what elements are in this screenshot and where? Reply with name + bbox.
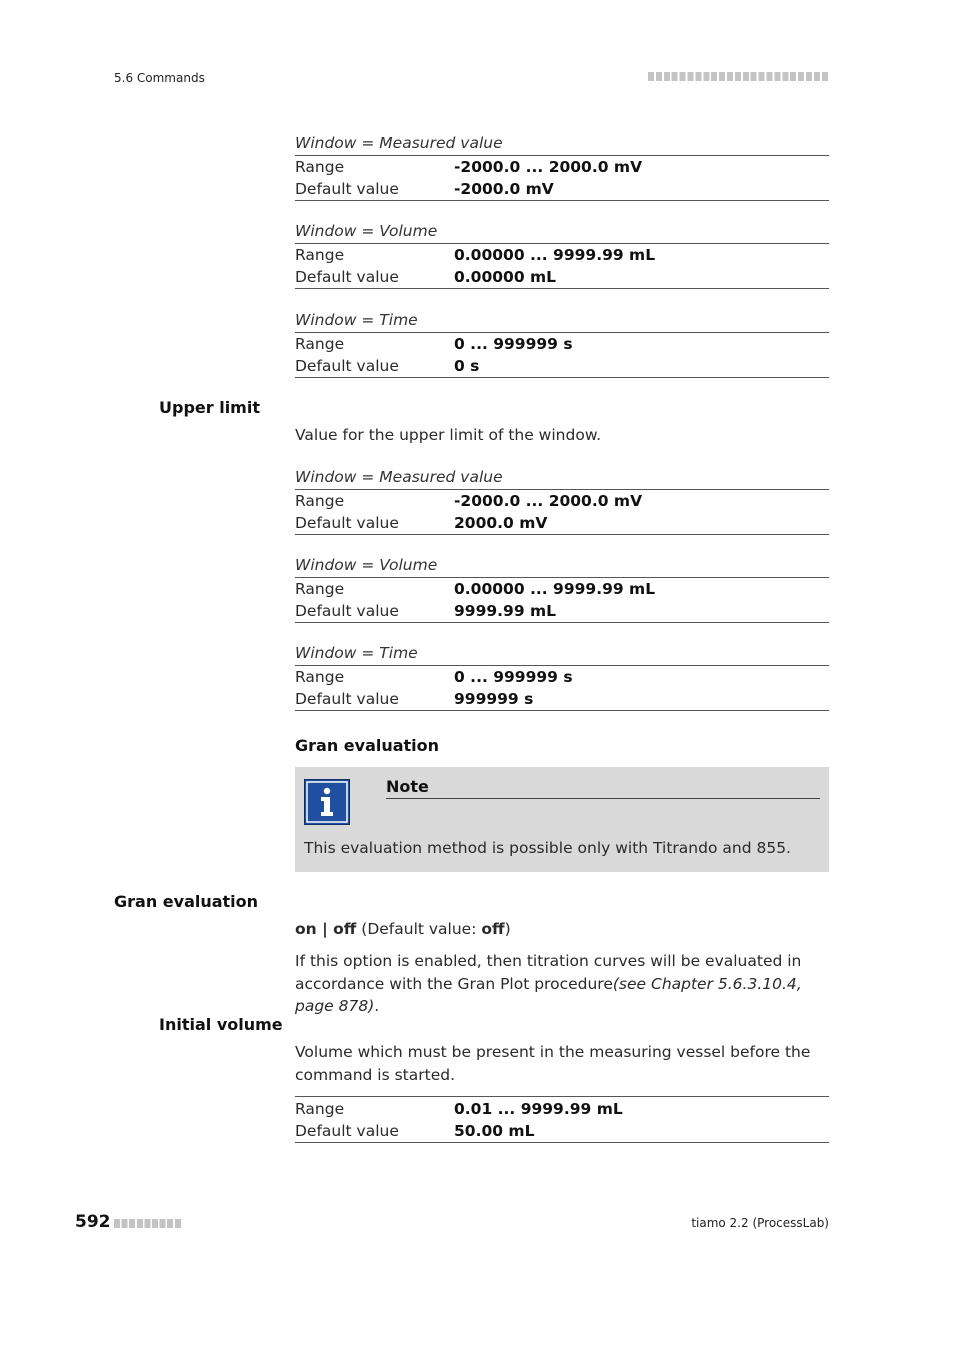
upper-limit-description: Value for the upper limit of the window. — [295, 426, 601, 444]
table-row — [295, 178, 829, 200]
footer-decoration — [114, 1219, 182, 1228]
row-value: 0.01 ... 9999.99 mL — [454, 1100, 623, 1118]
default-value: off — [481, 920, 505, 938]
note-text: This evaluation method is possible only with Titrando and 855. — [304, 839, 791, 857]
page-number: 592 — [75, 1212, 111, 1232]
param-table-measured-value — [295, 465, 829, 535]
table-condition: Window = Time — [295, 308, 829, 333]
row-value: 2000.0 mV — [454, 514, 548, 532]
gran-section-title: Gran evaluation — [295, 736, 440, 755]
initial-volume-heading: Initial volume — [159, 1015, 283, 1034]
table-row — [295, 578, 829, 600]
row-label: Default value — [295, 514, 399, 532]
upper-limit-heading: Upper limit — [159, 398, 260, 417]
running-header-section: 5.6 Commands — [114, 71, 205, 85]
initial-volume-description: Volume which must be present in the measuring vessel before the command is started. — [295, 1043, 811, 1084]
row-label: Default value — [295, 690, 399, 708]
param-table-volume — [295, 553, 829, 623]
row-value: -2000.0 ... 2000.0 mV — [454, 492, 643, 510]
table-row — [295, 1098, 829, 1120]
row-value: 50.00 mL — [454, 1122, 535, 1140]
table-condition: Window = Measured value — [295, 465, 829, 490]
row-value: -2000.0 ... 2000.0 mV — [454, 158, 643, 176]
row-value: 9999.99 mL — [454, 602, 557, 620]
row-label: Default value — [295, 602, 399, 620]
option-values: on | off — [295, 920, 357, 938]
param-table-time — [295, 641, 829, 711]
table-row — [295, 490, 829, 512]
row-label: Range — [295, 492, 345, 510]
table-row — [295, 1120, 829, 1142]
row-label: Default value — [295, 180, 399, 198]
row-value: 0 ... 999999 s — [454, 668, 573, 686]
row-label: Range — [295, 246, 345, 264]
row-value: 0.00000 ... 9999.99 mL — [454, 580, 656, 598]
row-value: 999999 s — [454, 690, 534, 708]
table-condition: Window = Volume — [295, 553, 829, 578]
row-label: Range — [295, 158, 345, 176]
default-suffix: ) — [504, 920, 511, 938]
row-value: 0 ... 999999 s — [454, 335, 573, 353]
description-text: If this option is enabled, then titration curves will be evaluated in accordance with the Gran Plot procedure — [295, 952, 802, 993]
info-icon — [304, 779, 350, 825]
row-label: Range — [295, 335, 345, 353]
footer-product-name: tiamo 2.2 (ProcessLab) — [691, 1216, 829, 1230]
initial-volume-table — [295, 1096, 829, 1143]
row-label: Default value — [295, 268, 399, 286]
note-box — [295, 767, 829, 872]
gran-evaluation-heading: Gran evaluation — [114, 892, 259, 911]
default-prefix: (Default value: — [356, 920, 482, 938]
table-condition: Window = Time — [295, 641, 829, 666]
row-value: 0.00000 mL — [454, 268, 557, 286]
row-label: Range — [295, 580, 345, 598]
param-table-time — [295, 308, 829, 378]
table-row — [295, 688, 829, 710]
row-label: Range — [295, 668, 345, 686]
table-row — [295, 266, 829, 288]
table-row — [295, 156, 829, 178]
table-row — [295, 333, 829, 355]
param-table-volume — [295, 219, 829, 289]
table-row — [295, 244, 829, 266]
chapter-reference-link[interactable]: (see Chapter 5.6.3.10.4, page 878) — [295, 974, 802, 1015]
row-label: Range — [295, 1100, 345, 1118]
description-end: . — [374, 997, 380, 1015]
table-row — [295, 355, 829, 377]
header-decoration — [648, 72, 829, 81]
row-label: Default value — [295, 1122, 399, 1140]
row-label: Default value — [295, 357, 399, 375]
table-row — [295, 666, 829, 688]
gran-evaluation-description — [295, 950, 831, 1018]
table-condition: Window = Measured value — [295, 131, 829, 156]
row-value: 0.00000 ... 9999.99 mL — [454, 246, 656, 264]
note-title: Note — [386, 777, 820, 799]
row-value: 0 s — [454, 357, 480, 375]
table-row — [295, 512, 829, 534]
table-row — [295, 600, 829, 622]
row-value: -2000.0 mV — [454, 180, 554, 198]
table-condition: Window = Volume — [295, 219, 829, 244]
gran-evaluation-options — [295, 918, 835, 941]
param-table-measured-value — [295, 131, 829, 201]
